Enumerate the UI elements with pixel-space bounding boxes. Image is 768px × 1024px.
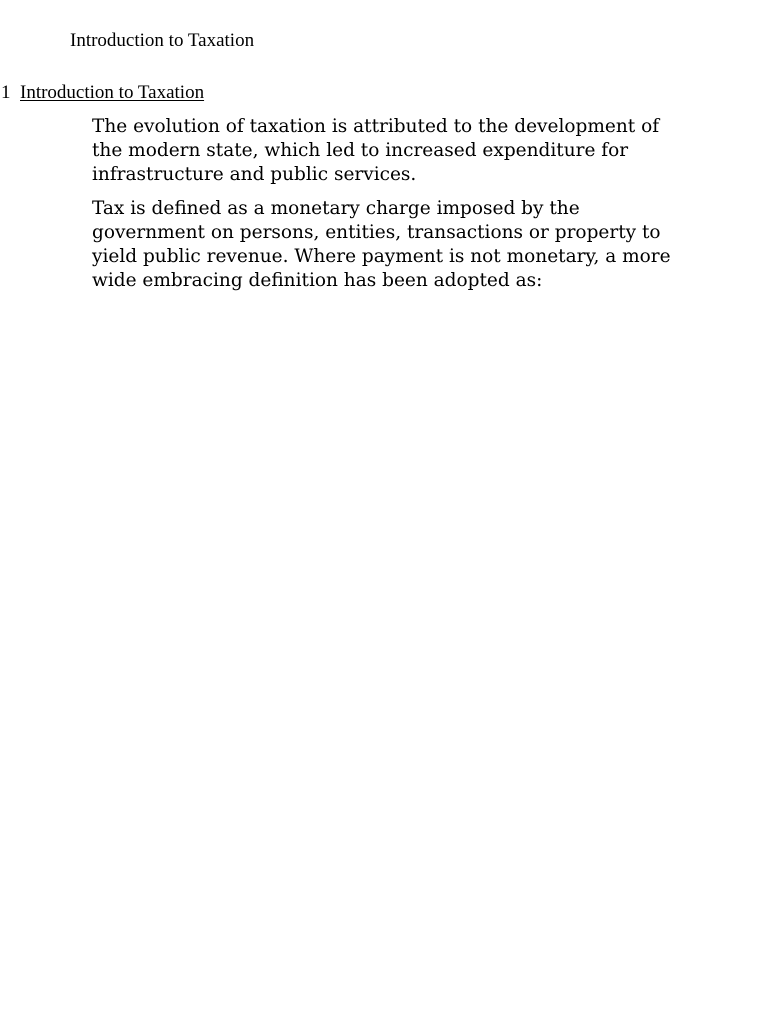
section-title: Introduction to Taxation [20, 82, 205, 103]
section-heading [0, 81, 204, 105]
running-header: Introduction to Taxation [70, 30, 255, 51]
body-paragraph: The evolution of taxation is attributed to the development of the modern state, which led to increased expenditure for infrastructure and public services. [92, 116, 660, 185]
section-number: 1 [1, 82, 11, 103]
body-paragraph: Tax is defined as a monetary charge imposed by the government on persons, entities, transactions or property to yield public revenue. Where payment is not monetary, a more wide embracing definition has been adopted as: [92, 198, 671, 291]
